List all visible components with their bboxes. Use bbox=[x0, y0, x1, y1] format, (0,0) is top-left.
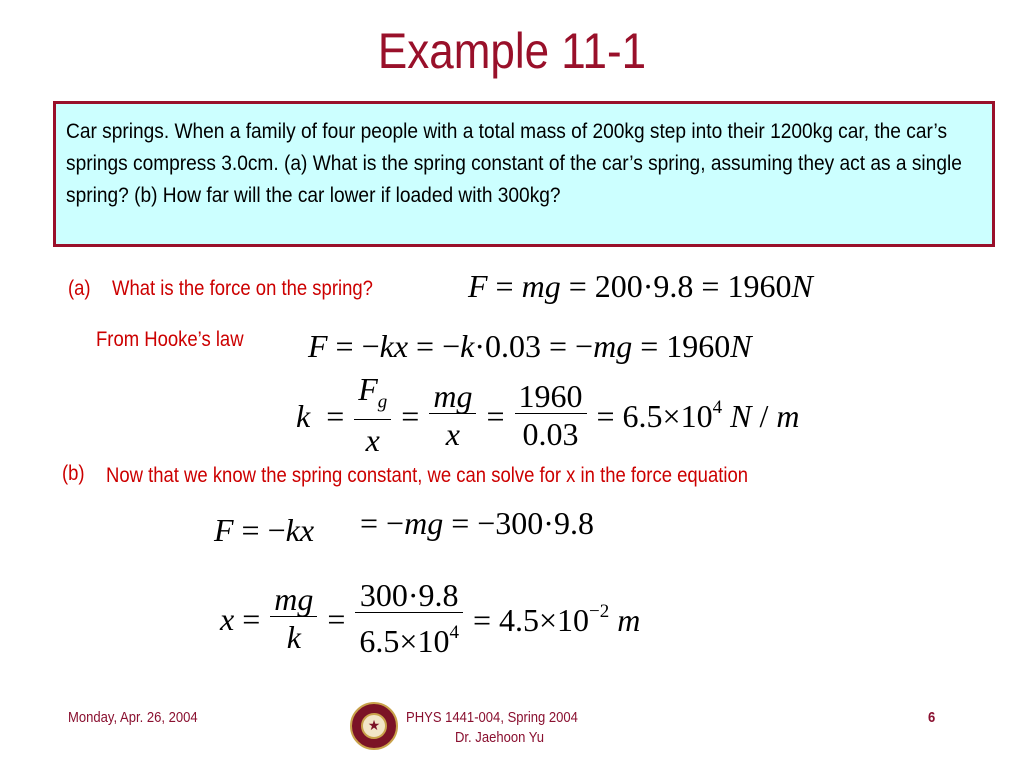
slide-title: Example 11-1 bbox=[377, 23, 647, 79]
fraction-mg-over-x: $\frac{mg}{x}$ bbox=[429, 379, 476, 454]
problem-text: Car springs. When a family of four people with a total mass of 200kg step into their 1200kg car, the car’s springs compress 3.0cm. (a) What is the spring constant of the car’s spring, assuming they act as a single spring? (b) How far will the car lower if loaded with 300kg? bbox=[66, 119, 962, 207]
equation-force-b: F = −kx bbox=[214, 512, 315, 548]
fraction-300-over-k: $\frac{300\cdot 9.8}{6.5\times 10^4}$ bbox=[355, 578, 463, 661]
part-b-text: Now that we know the spring constant, we can solve for x in the force equation bbox=[106, 464, 749, 487]
hooke-label: From Hooke’s law bbox=[96, 328, 244, 351]
equation-spring-constant: k = $\frac{F_g}{x}$ = $\frac{mg}{x}$ = $\frac{1960}{0.03}$ = $6.5\times 10^4$ N / m bbox=[296, 371, 800, 459]
equation-force-b-rhs: = −mg = −300·9.8 bbox=[360, 505, 594, 541]
equation-displacement: x = $\frac{mg}{k}$ = $\frac{300\cdot 9.8}{6.5\times 10^4}$ = $4.5\times 10^{-2}$ m bbox=[220, 577, 641, 659]
fraction-fg-over-x: $\frac{F_g}{x}$ bbox=[354, 372, 391, 460]
problem-box bbox=[53, 101, 995, 247]
fraction-mg-over-k: $\frac{mg}{k}$ bbox=[270, 582, 317, 657]
equation-hooke: F = −kx = −k·0.03 = −mg = 1960N bbox=[308, 328, 752, 364]
equation-force: F = mg = 200·9.8 = 1960N bbox=[468, 268, 813, 304]
university-seal-icon: ★ bbox=[350, 702, 398, 750]
fraction-1960-over-003: $\frac{1960}{0.03}$ bbox=[515, 379, 587, 454]
part-a-label: (a) bbox=[68, 277, 91, 300]
part-b-label: (b) bbox=[62, 462, 85, 485]
footer-course: PHYS 1441-004, Spring 2004 bbox=[406, 710, 578, 726]
page-number: 6 bbox=[928, 710, 936, 726]
footer-instructor: Dr. Jaehoon Yu bbox=[455, 730, 545, 746]
footer-date: Monday, Apr. 26, 2004 bbox=[68, 710, 198, 726]
part-a-question: What is the force on the spring? bbox=[112, 277, 373, 300]
